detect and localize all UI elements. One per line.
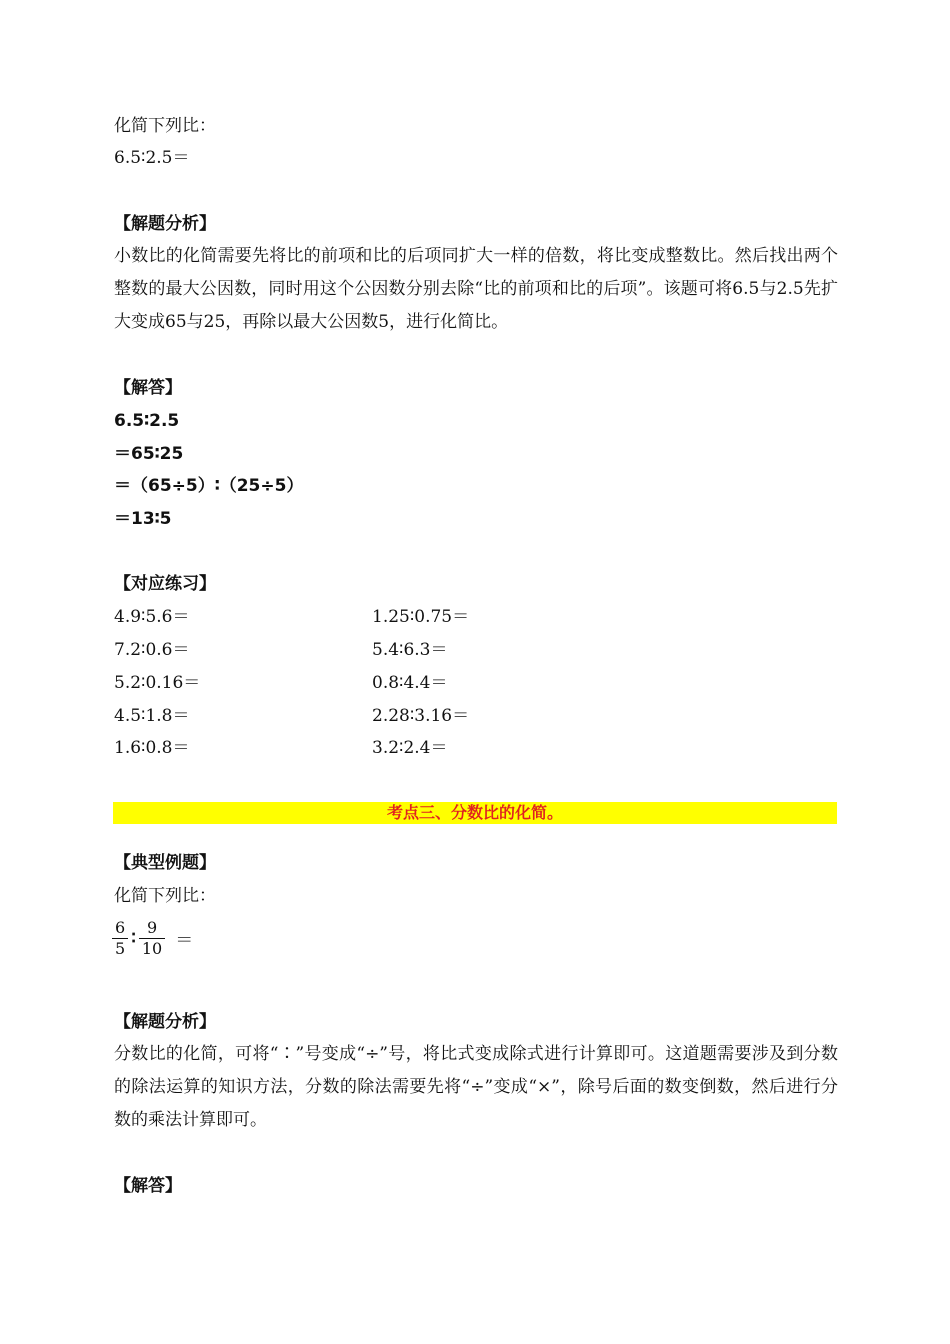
analysis-paragraph: 分数比的化简，可将“∶”号变成“÷”号，将比式变成除式进行计算即可。这道题需要涉及到分数的除法运算的知识方法，分数的除法需要先将“÷”变成“×”，除号后面的数变倒数，然后进行分数的乘法计算即可。: [114, 1044, 838, 1130]
fraction-ratio: [112, 918, 193, 959]
answer-heading: 【解答】: [114, 378, 182, 398]
practice-item: 2.28∶3.16＝: [372, 706, 470, 726]
answer-heading: 【解答】: [114, 1176, 182, 1196]
prompt-text: 化简下列比：: [114, 886, 216, 906]
answer-line: 6.5∶2.5: [114, 411, 180, 431]
fraction-denominator: 5: [115, 939, 126, 958]
fraction-2: [139, 918, 165, 959]
answer-line: ＝13∶5: [114, 509, 172, 529]
practice-item: 4.5∶1.8＝: [114, 706, 190, 726]
analysis-paragraph: 小数比的化简需要先将比的前项和比的后项同扩大一样的倍数，将比变成整数比。然后找出两个整数的最大公因数，同时用这个公因数分别去除“比的前项和比的后项”。该题可将6.5与2.5先扩大变成65与25，再除以最大公因数5，进行化简比。: [114, 246, 838, 332]
fraction-numerator: 9: [139, 918, 165, 939]
practice-item: 0.8∶4.4＝: [372, 673, 448, 693]
ratio-separator: ∶: [131, 928, 136, 949]
practice-item: 5.2∶0.16＝: [114, 673, 201, 693]
prompt-text: 化简下列比：: [114, 116, 216, 136]
practice-item: 1.6∶0.8＝: [114, 738, 190, 758]
practice-item: 3.2∶2.4＝: [372, 738, 448, 758]
topic-banner: 考点三、分数比的化简。: [113, 802, 837, 824]
equals-sign: ＝: [175, 929, 194, 951]
fraction-denominator: 10: [141, 939, 163, 958]
answer-line: ＝（65÷5）∶（25÷5）: [114, 476, 304, 496]
analysis-heading: 【解题分析】: [114, 214, 216, 234]
answer-line: ＝65∶25: [114, 444, 184, 464]
practice-item: 1.25∶0.75＝: [372, 607, 470, 627]
practice-item: 4.9∶5.6＝: [114, 607, 190, 627]
practice-heading: 【对应练习】: [114, 574, 216, 594]
fraction-1: [112, 918, 128, 959]
practice-item: 5.4∶6.3＝: [372, 640, 448, 660]
analysis-heading: 【解题分析】: [114, 1012, 216, 1032]
practice-item: 7.2∶0.6＝: [114, 640, 190, 660]
example-heading: 【典型例题】: [114, 853, 216, 873]
fraction-numerator: 6: [112, 918, 128, 939]
question-text: 6.5∶2.5＝: [114, 148, 190, 168]
